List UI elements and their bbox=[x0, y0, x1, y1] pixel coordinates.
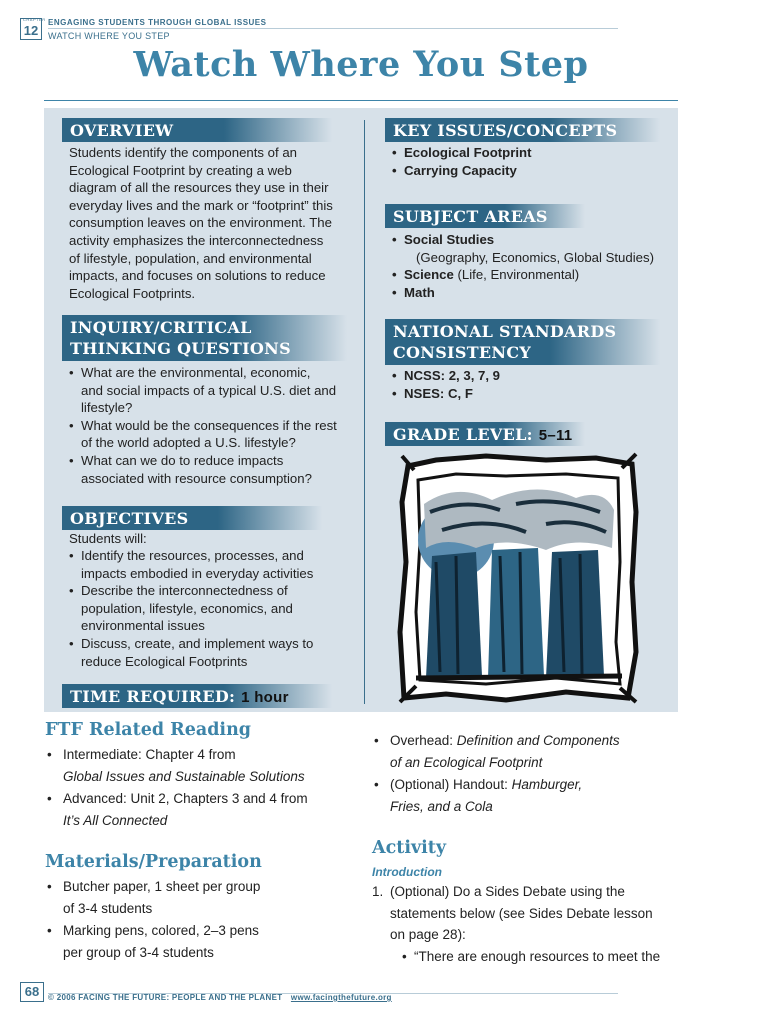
list-item: • NCSS: 2, 3, 7, 9 bbox=[392, 367, 652, 385]
list-item: • What are the environmental, economic, and social impacts of a typical U.S. diet and lifestyle? bbox=[69, 364, 359, 417]
activity-step: 1. (Optional) Do a Sides Debate using the statements below (see Sides Debate lesson on page 28): bbox=[372, 884, 653, 943]
time-required-label: TIME REQUIRED: bbox=[70, 687, 236, 706]
list-item: • Carrying Capacity bbox=[392, 162, 652, 180]
list-item: • Overhead: Definition and Components of an Ecological Footprint bbox=[372, 730, 702, 773]
title-rule bbox=[44, 100, 678, 101]
inquiry-heading bbox=[62, 315, 347, 361]
series-title: ENGAGING STUDENTS THROUGH GLOBAL ISSUES bbox=[48, 18, 267, 27]
materials-list-continued bbox=[372, 730, 702, 818]
related-reading-heading: FTF Related Reading bbox=[45, 720, 252, 740]
overview-line: impacts, and focuses on solutions to reduce bbox=[69, 268, 326, 284]
time-required-heading bbox=[62, 684, 332, 708]
objectives-list bbox=[69, 547, 359, 670]
objectives-heading: OBJECTIVES bbox=[62, 506, 322, 530]
standards-list bbox=[392, 367, 652, 402]
inquiry-questions bbox=[69, 364, 359, 487]
list-item: • Butcher paper, 1 sheet per group of 3-4 students bbox=[45, 876, 365, 919]
overview-line: consumption leaves on the environment. The bbox=[69, 215, 332, 231]
pillar-3 bbox=[546, 550, 604, 678]
objectives-intro: Students will: bbox=[69, 531, 147, 546]
page-number: 68 bbox=[24, 984, 40, 999]
list-item: • Discuss, create, and implement ways to reduce Ecological Footprints bbox=[69, 635, 359, 670]
list-item: • Intermediate: Chapter 4 from Global Issues and Sustainable Solutions bbox=[45, 744, 365, 787]
inquiry-heading-line: THINKING QUESTIONS bbox=[70, 339, 291, 358]
inquiry-heading-line: INQUIRY/CRITICAL bbox=[70, 318, 252, 337]
running-header bbox=[20, 16, 620, 44]
list-item: • Identify the resources, processes, and impacts embodied in everyday activities bbox=[69, 547, 359, 582]
list-item: • What can we do to reduce impacts associated with resource consumption? bbox=[69, 452, 359, 487]
activity-subheading: Introduction bbox=[372, 865, 442, 879]
key-issues-heading: KEY ISSUES/CONCEPTS bbox=[385, 118, 660, 142]
grade-level-heading bbox=[385, 422, 585, 446]
section-title: WATCH WHERE YOU STEP bbox=[48, 31, 170, 41]
grade-level-label: GRADE LEVEL: bbox=[393, 425, 533, 444]
overview-line: diagram of all the resources they use in their bbox=[69, 180, 329, 196]
overview-line: Students identify the components of an bbox=[69, 145, 297, 160]
pillar-2 bbox=[488, 548, 544, 678]
subject-areas-heading: SUBJECT AREAS bbox=[385, 204, 585, 228]
overview-line: Ecological Footprint by creating a web bbox=[69, 162, 292, 178]
materials-heading: Materials/Preparation bbox=[45, 852, 262, 872]
list-item: • (Optional) Handout: Hamburger, Fries, and a Cola bbox=[372, 774, 702, 817]
list-item: • Advanced: Unit 2, Chapters 3 and 4 from It’s All Connected bbox=[45, 788, 365, 831]
overview-line: of lifestyle, population, and environmental bbox=[69, 250, 312, 266]
list-item: • Math bbox=[392, 284, 662, 302]
list-item: • Social Studies (Geography, Economics, Global Studies) bbox=[392, 231, 662, 266]
grade-level-value: 5–11 bbox=[538, 427, 573, 444]
footer-text bbox=[48, 993, 392, 1002]
cloud-band bbox=[424, 489, 614, 550]
activity-heading: Activity bbox=[372, 838, 447, 858]
header-rule bbox=[48, 28, 618, 29]
list-item: • Science (Life, Environmental) bbox=[392, 266, 662, 284]
standards-heading-line: NATIONAL STANDARDS bbox=[393, 322, 617, 341]
overview-heading: OVERVIEW bbox=[62, 118, 332, 142]
standards-heading bbox=[385, 319, 660, 365]
overview-text bbox=[69, 144, 359, 302]
website-link[interactable]: www.facingthefuture.org bbox=[290, 993, 392, 1002]
debate-statement: • “There are enough resources to meet the bbox=[372, 946, 702, 968]
subject-areas-list bbox=[392, 231, 662, 301]
page-title: Watch Where You Step bbox=[133, 44, 589, 85]
list-item: • Ecological Footprint bbox=[392, 144, 652, 162]
list-item: • Describe the interconnectedness of population, lifestyle, economics, and environmental issues bbox=[69, 582, 359, 635]
panel-divider bbox=[364, 120, 365, 704]
copyright: © 2006 FACING THE FUTURE: PEOPLE AND THE PLANET bbox=[48, 993, 283, 1002]
overview-line: Ecological Footprints. bbox=[69, 285, 196, 301]
overview-line: everyday lives and the mark or “footprint” this bbox=[69, 197, 333, 213]
page-number-box bbox=[20, 982, 44, 1002]
list-item: • NSES: C, F bbox=[392, 385, 652, 403]
standards-heading-line: CONSISTENCY bbox=[393, 343, 532, 362]
related-reading-list bbox=[45, 744, 365, 832]
chapter-number: 12 bbox=[23, 23, 39, 38]
overview-line: activity emphasizes the interconnectedness bbox=[69, 232, 324, 248]
footprint-illustration bbox=[396, 452, 640, 704]
activity-steps bbox=[372, 881, 702, 967]
time-required-value: 1 hour bbox=[241, 689, 289, 706]
pillar-1 bbox=[426, 552, 482, 678]
chapter-label: CHAPTER bbox=[23, 17, 46, 22]
materials-list bbox=[45, 876, 365, 964]
list-item: • What would be the consequences if the rest of the world adopted a U.S. lifestyle? bbox=[69, 417, 359, 452]
chapter-number-box bbox=[20, 17, 46, 40]
list-item: • Marking pens, colored, 2–3 pens per group of 3-4 students bbox=[45, 920, 365, 963]
key-issues-list bbox=[392, 144, 652, 179]
